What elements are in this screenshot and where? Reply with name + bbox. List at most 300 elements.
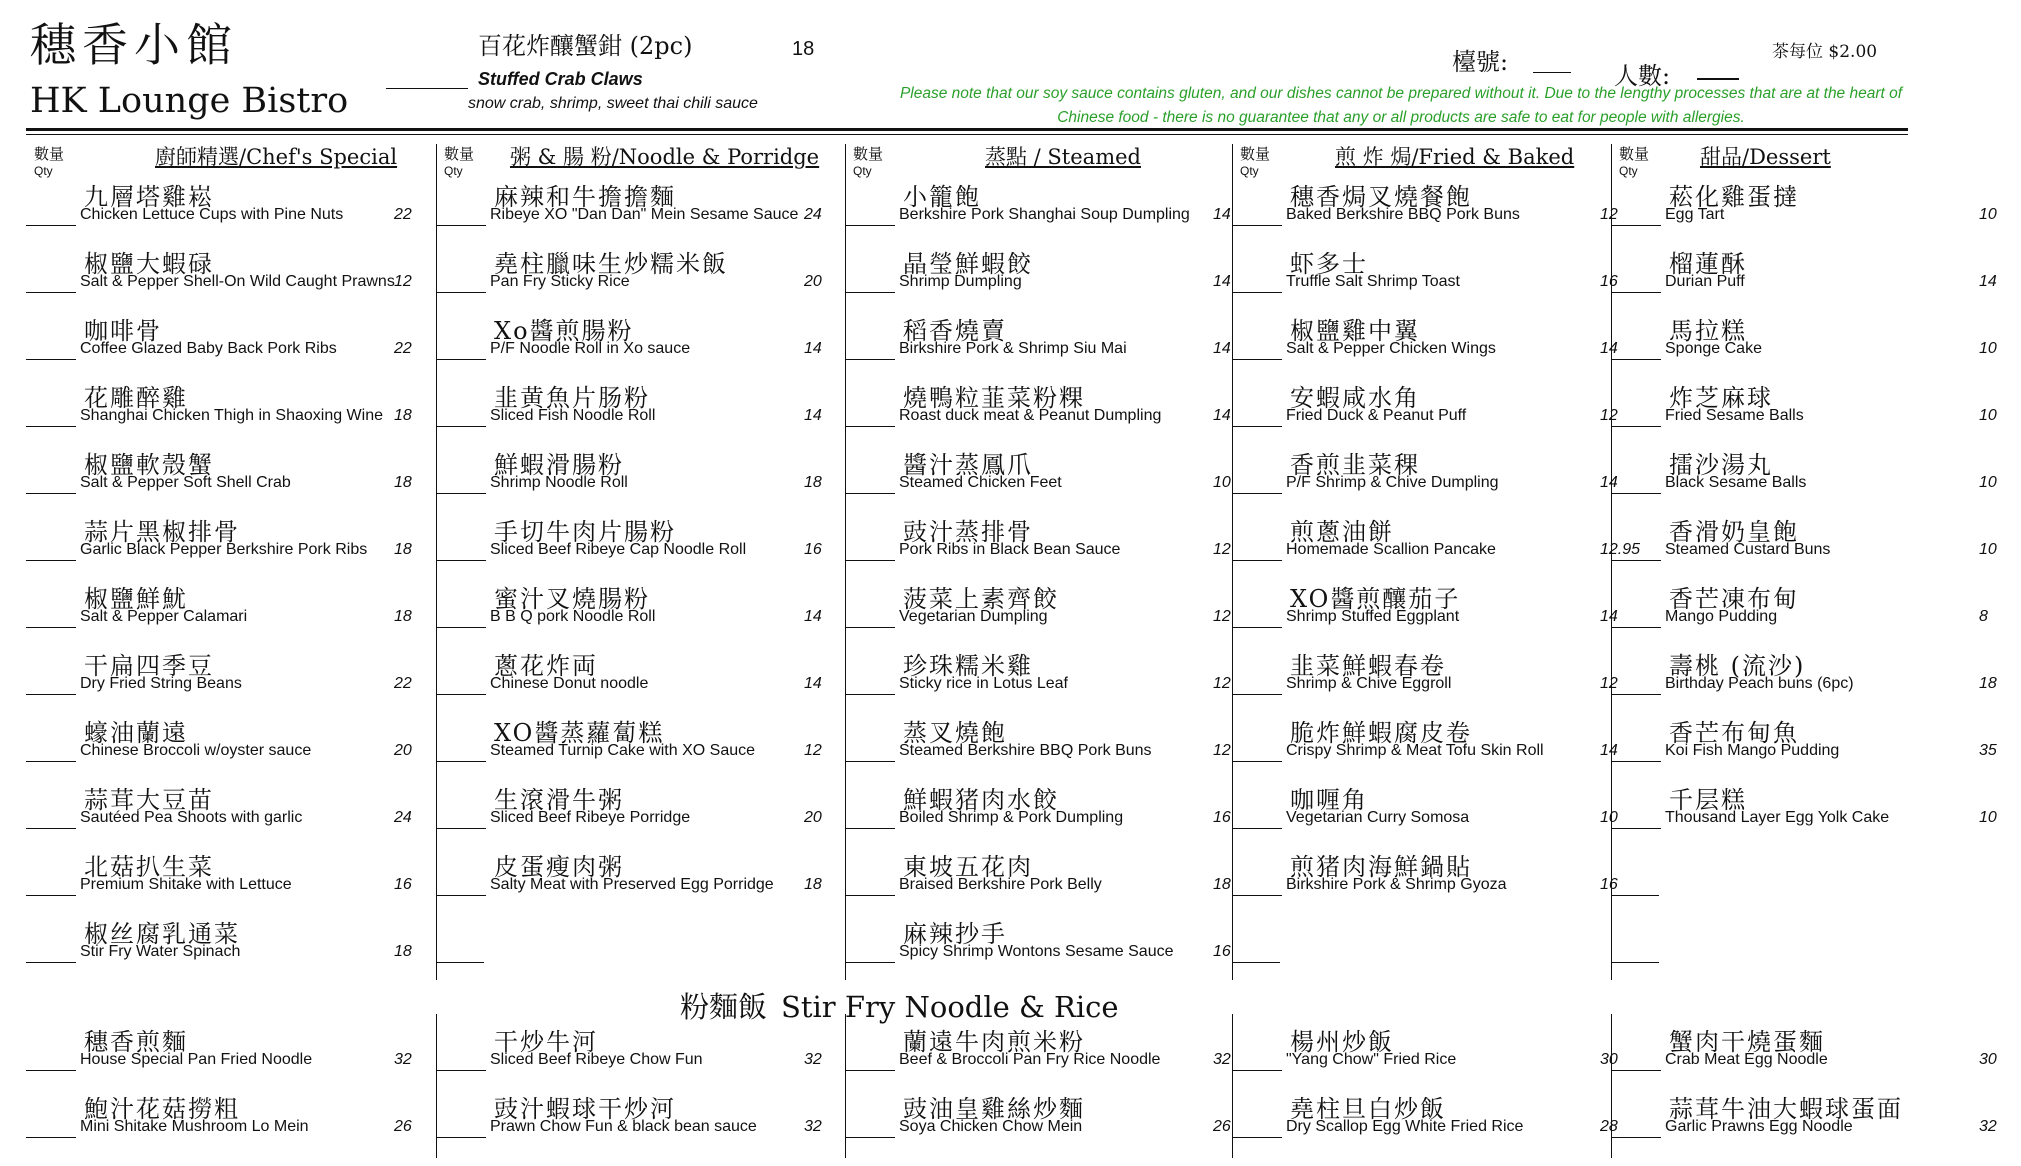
item-price: 10 — [1979, 809, 1997, 826]
qty-blank[interactable] — [436, 292, 486, 293]
item-name-en: Black Sesame Balls — [1665, 474, 1807, 491]
qty-blank[interactable] — [26, 225, 76, 226]
menu-item — [26, 1018, 436, 1085]
item-name-cn: 香煎韭菜稞 — [1290, 451, 1420, 479]
item-name-cn: 稻香燒賣 — [903, 317, 1007, 345]
section-title: 廚師精選/Chef's Special — [155, 145, 398, 169]
featured-name-en: Stuffed Crab Claws — [478, 69, 643, 89]
item-name-cn: 皮蛋瘦肉粥 — [494, 853, 624, 881]
item-name-cn: 香芒凍布甸 — [1669, 585, 1799, 613]
menu-item — [845, 843, 1255, 910]
menu-item — [1232, 173, 1642, 240]
item-name-cn: 蒜茸牛油大蝦球蛋面 — [1669, 1095, 1903, 1123]
item-price: 32 — [394, 1051, 412, 1068]
menu-item — [436, 642, 846, 709]
item-price: 24 — [394, 809, 412, 826]
qty-blank[interactable] — [1611, 627, 1661, 628]
item-name-cn: 煎蔥油餅 — [1290, 518, 1394, 546]
menu-item — [1611, 173, 2021, 240]
item-name-cn: 虾多士 — [1290, 250, 1368, 278]
menu-item — [1611, 776, 2021, 843]
item-price: 32 — [1213, 1051, 1231, 1068]
item-name-en: Pork Ribs in Black Bean Sauce — [899, 541, 1121, 558]
item-name-en: Homemade Scallion Pancake — [1286, 541, 1496, 558]
item-name-cn: 豉汁蝦球干炒河 — [494, 1095, 676, 1123]
item-name-cn: 珍珠糯米雞 — [903, 652, 1033, 680]
item-name-en: Birkshire Pork & Shrimp Gyoza — [1286, 876, 1507, 893]
item-name-en: "Yang Chow" Fried Rice — [1286, 1051, 1457, 1068]
item-name-cn: 蒜片黑椒排骨 — [84, 518, 240, 546]
item-name-cn: 椒鹽大蝦碌 — [84, 250, 214, 278]
qty-label-en: Qty — [444, 164, 463, 178]
item-price: 30 — [1979, 1051, 1997, 1068]
qty-blank[interactable] — [1232, 761, 1282, 762]
item-name-en: Durian Puff — [1665, 273, 1745, 290]
item-price: 35 — [1979, 742, 1997, 759]
item-name-en: Crispy Shrimp & Meat Tofu Skin Roll — [1286, 742, 1544, 759]
item-name-cn: 炸芝麻球 — [1669, 384, 1773, 412]
item-price: 18 — [394, 608, 412, 625]
item-name-en: Koi Fish Mango Pudding — [1665, 742, 1840, 759]
item-name-en: Chinese Broccoli w/oyster sauce — [80, 742, 312, 759]
item-name-en: Soya Chicken Chow Mein — [899, 1118, 1083, 1135]
qty-label-cn: 數量 — [1240, 145, 1271, 163]
qty-blank[interactable] — [1232, 694, 1282, 695]
qty-blank[interactable] — [845, 493, 895, 494]
menu-item — [845, 776, 1255, 843]
item-name-cn: 蘭遠牛肉煎米粉 — [903, 1028, 1085, 1056]
item-price: 16 — [1600, 273, 1618, 290]
qty-blank[interactable] — [26, 694, 76, 695]
qty-blank[interactable] — [1611, 828, 1661, 829]
menu-item — [436, 173, 846, 240]
qty-blank[interactable] — [436, 1137, 486, 1138]
tea-charge: 茶每位 $2.00 — [1772, 42, 1878, 62]
item-price: 30 — [1600, 1051, 1618, 1068]
header-divider-thin — [26, 134, 1908, 135]
item-name-cn: 鮑汁花菇撈粗 — [84, 1095, 240, 1123]
item-name-cn: 楊州炒飯 — [1290, 1028, 1394, 1056]
item-name-en: Birkshire Pork & Shrimp Siu Mai — [899, 340, 1127, 357]
item-name-en: Fried Duck & Peanut Puff — [1286, 407, 1467, 424]
item-name-cn: 椒鹽雞中翼 — [1290, 317, 1420, 345]
qty-blank[interactable] — [1611, 761, 1661, 762]
qty-blank[interactable] — [26, 895, 76, 896]
menu-item — [845, 441, 1255, 508]
qty-blank[interactable] — [1611, 225, 1661, 226]
qty-label-en: Qty — [1619, 164, 1638, 178]
qty-blank[interactable] — [26, 426, 76, 427]
qty-blank[interactable] — [845, 560, 895, 561]
item-name-en: Crab Meat Egg Noodle — [1665, 1051, 1828, 1068]
item-name-cn: 椒鹽鮮魷 — [84, 585, 188, 613]
item-name-en: Ribeye XO "Dan Dan" Mein Sesame Sauce — [490, 206, 799, 223]
item-name-cn: 手切牛肉片腸粉 — [494, 518, 676, 546]
item-price: 10 — [1979, 340, 1997, 357]
item-name-en: Sliced Fish Noodle Roll — [490, 407, 656, 424]
item-name-cn: 香芒布甸魚 — [1669, 719, 1799, 747]
empty-qty-blank[interactable] — [1232, 962, 1280, 963]
item-name-cn: 穗香煎麵 — [84, 1028, 188, 1056]
empty-qty-blank[interactable] — [1611, 962, 1659, 963]
qty-blank[interactable] — [845, 359, 895, 360]
item-name-cn: 堯柱旦白炒飯 — [1290, 1095, 1446, 1123]
item-name-cn: 咖啡骨 — [84, 317, 162, 345]
item-name-cn: 干扁四季豆 — [84, 652, 214, 680]
qty-blank[interactable] — [436, 560, 486, 561]
item-price: 12 — [1600, 407, 1618, 424]
item-price: 12 — [1213, 608, 1231, 625]
menu-item — [1232, 575, 1642, 642]
item-name-en: Shrimp Dumpling — [899, 273, 1022, 290]
empty-qty-blank[interactable] — [1611, 895, 1659, 896]
item-price: 26 — [394, 1118, 412, 1135]
qty-blank[interactable] — [1611, 426, 1661, 427]
item-name-en: Beef & Broccoli Pan Fry Rice Noodle — [899, 1051, 1161, 1068]
menu-item — [26, 709, 436, 776]
qty-blank[interactable] — [1232, 828, 1282, 829]
menu-item — [1232, 307, 1642, 374]
qty-blank[interactable] — [1611, 1137, 1661, 1138]
item-name-en: Chicken Lettuce Cups with Pine Nuts — [80, 206, 344, 223]
item-price: 18 — [804, 876, 822, 893]
menu-item — [26, 1085, 436, 1152]
qty-blank[interactable] — [436, 493, 486, 494]
item-name-en: P/F Noodle Roll in Xo sauce — [490, 340, 691, 357]
item-price: 18 — [394, 474, 412, 491]
item-price: 18 — [1979, 675, 1997, 692]
item-name-en: Vegetarian Dumpling — [899, 608, 1048, 625]
qty-blank[interactable] — [1611, 1070, 1661, 1071]
item-name-cn: 安蝦咸水角 — [1290, 384, 1420, 412]
item-name-cn: 韭菜鮮蝦春卷 — [1290, 652, 1446, 680]
item-name-en: Egg Tart — [1665, 206, 1725, 223]
item-name-cn: 蜜汁叉燒腸粉 — [494, 585, 650, 613]
menu-item — [1232, 642, 1642, 709]
item-name-cn: 醬汁蒸鳳爪 — [903, 451, 1033, 479]
menu-item — [436, 508, 846, 575]
qty-blank[interactable] — [26, 962, 76, 963]
item-price: 24 — [804, 206, 822, 223]
item-price: 14 — [804, 608, 822, 625]
item-name-cn: 菘化雞蛋撻 — [1669, 183, 1799, 211]
qty-blank[interactable] — [26, 493, 76, 494]
item-name-cn: 穗香焗叉燒餐飽 — [1290, 183, 1472, 211]
item-price: 26 — [1213, 1118, 1231, 1135]
people-count-label: 人數: — [1614, 62, 1671, 90]
menu-item — [436, 776, 846, 843]
menu-item — [436, 240, 846, 307]
item-price: 32 — [1979, 1118, 1997, 1135]
item-name-en: Salt & Pepper Soft Shell Crab — [80, 474, 291, 491]
featured-name-cn: 百花炸釀蟹鉗 (2pc) — [478, 32, 693, 60]
qty-blank[interactable] — [436, 225, 486, 226]
allergy-notice: Please note that our soy sauce contains gluten, and our dishes cannot be prepared without it. Due to the lengthy processes that are at the heart of Chinese food - there is no guarantee that any or all products are safe to eat for people with allergies. — [899, 85, 1903, 126]
menu-item — [436, 575, 846, 642]
menu-item — [845, 1018, 1255, 1085]
qty-blank[interactable] — [26, 1070, 76, 1071]
item-name-en: Dry Fried String Beans — [80, 675, 242, 692]
item-name-cn: 蒜茸大豆苗 — [84, 786, 214, 814]
qty-blank[interactable] — [1232, 560, 1282, 561]
item-name-cn: 鮮蝦猪肉水餃 — [903, 786, 1059, 814]
item-name-cn: 花雕醉雞 — [84, 384, 188, 412]
menu-item — [1611, 508, 2021, 575]
menu-item — [845, 307, 1255, 374]
menu-item — [1232, 709, 1642, 776]
qty-blank[interactable] — [436, 761, 486, 762]
restaurant-name-cn: 穗香小館 — [30, 18, 238, 72]
menu-item — [845, 240, 1255, 307]
qty-blank[interactable] — [1232, 359, 1282, 360]
item-name-en: Sliced Beef Ribeye Cap Noodle Roll — [490, 541, 747, 558]
table-number-blank[interactable] — [1533, 72, 1571, 73]
qty-blank[interactable] — [26, 627, 76, 628]
item-price: 18 — [394, 541, 412, 558]
menu-item — [1232, 843, 1642, 910]
menu-item — [845, 1085, 1255, 1152]
item-name-en: Garlic Prawns Egg Noodle — [1665, 1118, 1853, 1135]
qty-blank[interactable] — [1611, 560, 1661, 561]
qty-blank[interactable] — [1232, 1070, 1282, 1071]
item-price: 10 — [1979, 206, 1997, 223]
item-price: 12 — [1600, 206, 1618, 223]
stir-fry-title-cn: 粉麵飯 — [680, 990, 768, 1024]
menu-item — [436, 709, 846, 776]
item-price: 8 — [1979, 608, 1988, 625]
qty-blank[interactable] — [845, 962, 895, 963]
qty-label-cn: 數量 — [444, 145, 475, 163]
item-name-cn: 韭黄魚片肠粉 — [494, 384, 650, 412]
qty-blank[interactable] — [436, 694, 486, 695]
menu-item — [26, 642, 436, 709]
qty-blank[interactable] — [26, 359, 76, 360]
item-price: 12 — [804, 742, 822, 759]
item-name-en: Salt & Pepper Shell-On Wild Caught Prawns — [80, 273, 395, 290]
item-name-en: Boiled Shrimp & Pork Dumpling — [899, 809, 1124, 826]
item-price: 18 — [394, 943, 412, 960]
item-name-en: Chinese Donut noodle — [490, 675, 649, 692]
menu-item — [26, 307, 436, 374]
item-price: 12 — [1600, 675, 1618, 692]
item-name-cn: 麻辣和牛擔擔麵 — [494, 183, 676, 211]
item-name-cn: 椒丝腐乳通菜 — [84, 920, 240, 948]
item-price: 10 — [1979, 407, 1997, 424]
qty-blank[interactable] — [436, 359, 486, 360]
header-divider — [26, 128, 1908, 131]
qty-blank[interactable] — [845, 694, 895, 695]
qty-blank[interactable] — [1232, 1137, 1282, 1138]
item-price: 12 — [1213, 541, 1231, 558]
qty-blank[interactable] — [1611, 292, 1661, 293]
menu-item — [1232, 374, 1642, 441]
qty-blank[interactable] — [845, 426, 895, 427]
qty-blank[interactable] — [1232, 426, 1282, 427]
item-name-en: Steamed Chicken Feet — [899, 474, 1062, 491]
qty-blank[interactable] — [1232, 627, 1282, 628]
item-price: 14 — [1600, 608, 1618, 625]
featured-description: snow crab, shrimp, sweet thai chili sauce — [468, 95, 758, 112]
qty-blank[interactable] — [1611, 694, 1661, 695]
qty-label-en: Qty — [1240, 164, 1259, 178]
stir-fry-title — [680, 985, 1119, 1026]
qty-blank[interactable] — [1611, 359, 1661, 360]
item-price: 18 — [394, 407, 412, 424]
menu-item — [1232, 1085, 1642, 1152]
item-name-cn: XO醬煎釀茄子 — [1290, 585, 1461, 613]
item-name-en: Sliced Beef Ribeye Porridge — [490, 809, 691, 826]
item-price: 12.95 — [1600, 541, 1641, 558]
menu-item — [26, 575, 436, 642]
item-name-cn: 東坡五花肉 — [903, 853, 1033, 881]
item-name-en: Steamed Berkshire BBQ Pork Buns — [899, 742, 1152, 759]
qty-blank[interactable] — [1232, 292, 1282, 293]
item-price: 14 — [1213, 206, 1231, 223]
qty-blank[interactable] — [845, 1137, 895, 1138]
item-name-cn: 脆炸鮮蝦腐皮卷 — [1290, 719, 1472, 747]
qty-blank[interactable] — [436, 426, 486, 427]
menu-item — [845, 709, 1255, 776]
menu-item — [1232, 776, 1642, 843]
item-name-en: Shanghai Chicken Thigh in Shaoxing Wine — [80, 407, 384, 424]
qty-blank[interactable] — [845, 828, 895, 829]
menu-item — [1611, 709, 2021, 776]
people-count-blank[interactable] — [1697, 78, 1739, 80]
menu-item — [1232, 240, 1642, 307]
section-title: 粥 & 腸 粉/Noodle & Porridge — [510, 145, 820, 169]
item-name-cn: 蒸叉燒飽 — [903, 719, 1007, 747]
item-name-cn: 擂沙湯丸 — [1669, 451, 1773, 479]
qty-blank[interactable] — [1232, 493, 1282, 494]
item-name-en: Salty Meat with Preserved Egg Porridge — [490, 876, 774, 893]
item-name-cn: 九層塔雞崧 — [84, 183, 214, 211]
item-price: 10 — [1979, 474, 1997, 491]
menu-item — [1611, 1018, 2021, 1085]
qty-blank[interactable] — [436, 895, 486, 896]
menu-item — [436, 1018, 846, 1085]
menu-item — [1611, 642, 2021, 709]
menu-item — [436, 843, 846, 910]
item-name-en: B B Q pork Noodle Roll — [490, 608, 656, 625]
item-price: 16 — [804, 541, 822, 558]
item-name-en: Dry Scallop Egg White Fried Rice — [1286, 1118, 1524, 1135]
qty-blank[interactable] — [1232, 895, 1282, 896]
item-name-cn: 麻辣抄手 — [903, 920, 1007, 948]
qty-blank[interactable] — [436, 1070, 486, 1071]
qty-blank[interactable] — [26, 828, 76, 829]
item-name-cn: 榴蓮酥 — [1669, 250, 1747, 278]
item-price: 32 — [804, 1118, 822, 1135]
item-price: 10 — [1600, 809, 1618, 826]
menu-item — [1611, 441, 2021, 508]
qty-blank[interactable] — [1611, 493, 1661, 494]
item-name-en: Garlic Black Pepper Berkshire Pork Ribs — [80, 541, 368, 558]
menu-item — [1232, 441, 1642, 508]
item-name-en: P/F Shrimp & Chive Dumpling — [1286, 474, 1499, 491]
item-name-en: Stir Fry Water Spinach — [80, 943, 241, 960]
item-name-cn: XO醬蒸蘿蔔糕 — [494, 719, 665, 747]
item-name-cn: 干炒牛河 — [494, 1028, 598, 1056]
section-title: 蒸點 / Steamed — [985, 145, 1141, 169]
item-price: 16 — [394, 876, 412, 893]
table-number-label: 檯號: — [1452, 48, 1509, 76]
item-name-cn: 蟹肉干燒蛋麵 — [1669, 1028, 1825, 1056]
item-name-en: Sliced Beef Ribeye Chow Fun — [490, 1051, 703, 1068]
qty-label-cn: 數量 — [34, 145, 65, 163]
item-price: 22 — [394, 206, 412, 223]
item-name-en: Vegetarian Curry Somosa — [1286, 809, 1470, 826]
menu-item — [1611, 575, 2021, 642]
item-price: 14 — [804, 407, 822, 424]
menu-item — [1611, 374, 2021, 441]
qty-blank[interactable] — [845, 292, 895, 293]
item-price: 16 — [1213, 943, 1231, 960]
qty-blank[interactable] — [26, 1137, 76, 1138]
qty-label-cn: 數量 — [853, 145, 884, 163]
qty-blank[interactable] — [26, 560, 76, 561]
menu-item — [845, 575, 1255, 642]
item-price: 10 — [1979, 541, 1997, 558]
item-name-en: Shrimp Noodle Roll — [490, 474, 628, 491]
qty-blank[interactable] — [845, 895, 895, 896]
qty-blank[interactable] — [26, 761, 76, 762]
item-name-en: Shrimp & Chive Eggroll — [1286, 675, 1452, 692]
item-name-cn: 馬拉糕 — [1669, 317, 1747, 345]
featured-price: 18 — [792, 38, 815, 60]
item-name-en: Spicy Shrimp Wontons Sesame Sauce — [899, 943, 1174, 960]
item-price: 18 — [804, 474, 822, 491]
item-price: 16 — [1600, 876, 1618, 893]
menu-item — [1611, 307, 2021, 374]
qty-blank[interactable] — [1232, 225, 1282, 226]
item-price: 14 — [1600, 742, 1618, 759]
item-name-en: Thousand Layer Egg Yolk Cake — [1665, 809, 1890, 826]
item-price: 22 — [394, 675, 412, 692]
qty-blank[interactable] — [26, 292, 76, 293]
qty-blank[interactable] — [436, 828, 486, 829]
item-name-cn: 豉油皇雞絲炒麵 — [903, 1095, 1085, 1123]
menu-item — [436, 1085, 846, 1152]
menu-item — [845, 642, 1255, 709]
item-name-cn: 豉汁蒸排骨 — [903, 518, 1033, 546]
item-name-cn: 堯柱臘味生炒糯米飯 — [494, 250, 728, 278]
item-name-en: Steamed Custard Buns — [1665, 541, 1831, 558]
item-price: 14 — [1213, 340, 1231, 357]
menu-item — [26, 441, 436, 508]
item-name-en: Sautéed Pea Shoots with garlic — [80, 809, 303, 826]
qty-blank[interactable] — [436, 627, 486, 628]
menu-item — [26, 374, 436, 441]
item-price: 20 — [804, 273, 822, 290]
item-name-en: Prawn Chow Fun & black bean sauce — [490, 1118, 757, 1135]
item-name-en: Birthday Peach buns (6pc) — [1665, 675, 1854, 692]
item-price: 14 — [1213, 273, 1231, 290]
empty-qty-blank[interactable] — [436, 962, 484, 963]
qty-blank[interactable] — [845, 225, 895, 226]
qty-blank[interactable] — [845, 1070, 895, 1071]
featured-qty-blank[interactable] — [386, 88, 468, 89]
menu-item — [845, 508, 1255, 575]
menu-item — [26, 173, 436, 240]
item-name-cn: 椒鹽軟殼蟹 — [84, 451, 214, 479]
qty-blank[interactable] — [845, 761, 895, 762]
qty-blank[interactable] — [845, 627, 895, 628]
item-price: 20 — [394, 742, 412, 759]
item-price: 12 — [1213, 742, 1231, 759]
item-price: 28 — [1600, 1118, 1618, 1135]
item-price: 16 — [1213, 809, 1231, 826]
menu-item — [1232, 1018, 1642, 1085]
